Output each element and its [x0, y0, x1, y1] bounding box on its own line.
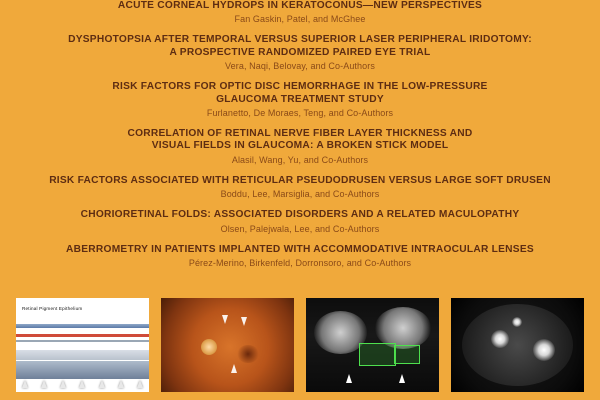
- up-arrow-icon: [41, 380, 47, 388]
- measurement-box: [359, 343, 396, 366]
- up-arrow-icon: [99, 380, 105, 388]
- toc-entry[interactable]: [28, 0, 572, 25]
- fluorescein-angiogram-image: [451, 298, 584, 392]
- toc-entry-authors: Alasil, Wang, Yu, and Co-Authors: [231, 154, 369, 165]
- toc-entry-authors: Fan Gaskin, Patel, and McGhee: [234, 14, 366, 25]
- toc-entry-authors: Furlanetto, De Moraes, Teng, and Co-Authors: [206, 108, 394, 119]
- up-arrow-icon: [399, 374, 405, 383]
- toc-entry[interactable]: [28, 128, 572, 166]
- toc-entry-title: CORRELATION OF RETINAL NERVE FIBER LAYER THICKNESS AND VISUAL FIELDS IN GLAUCOMA: A BROKEN STICK MODEL: [127, 128, 473, 152]
- up-arrow-icon: [231, 364, 237, 373]
- up-arrow-icon: [60, 380, 66, 388]
- macula: [237, 345, 259, 363]
- toc-entry[interactable]: [28, 81, 572, 119]
- fundus-photograph-image: [161, 298, 294, 392]
- toc-entry-title: DYSPHOTOPSIA AFTER TEMPORAL VERSUS SUPERIOR LASER PERIPHERAL IRIDOTOMY: A PROSPECTIVE RANDOMIZED PAIRED EYE TRIAL: [68, 34, 532, 58]
- hyperfluorescent-spot: [512, 317, 522, 327]
- toc-entry-authors: Vera, Naqi, Belovay, and Co-Authors: [225, 61, 375, 72]
- up-arrow-icon: [22, 380, 28, 388]
- up-arrow-icon: [346, 374, 352, 383]
- down-arrow-icon: [222, 315, 228, 324]
- toc-entry[interactable]: [28, 244, 572, 269]
- toc-entry[interactable]: [28, 209, 572, 234]
- figure-strip: [0, 298, 600, 400]
- toc-entry-authors: Olsen, Palejwala, Lee, and Co-Authors: [220, 223, 380, 234]
- down-arrow-icon: [241, 317, 247, 326]
- up-arrow-icon: [137, 380, 143, 388]
- toc-entry-title: RISK FACTORS FOR OPTIC DISC HEMORRHAGE IN THE LOW-PRESSURE GLAUCOMA TREATMENT STUDY: [112, 81, 488, 105]
- measurement-box: [394, 345, 420, 364]
- toc-entry-authors: Pérez-Merino, Birkenfeld, Dorronsoro, and Co-Authors: [188, 258, 412, 269]
- toc-entry-title: RISK FACTORS ASSOCIATED WITH RETICULAR PSEUDODRUSEN VERSUS LARGE SOFT DRUSEN: [49, 174, 551, 186]
- toc-entry-title: ABERROMETRY IN PATIENTS IMPLANTED WITH ACCOMMODATIVE INTRAOCULAR LENSES: [66, 243, 534, 255]
- toc-entry[interactable]: [28, 175, 572, 200]
- up-arrow-icon: [79, 380, 85, 388]
- up-arrow-icon: [118, 380, 124, 388]
- toc-entry-title: CHORIORETINAL FOLDS: ASSOCIATED DISORDERS AND A RELATED MACULOPATHY: [80, 209, 520, 221]
- toc-entry-title: ACUTE CORNEAL HYDROPS IN KERATOCONUS—NEW PERSPECTIVES: [117, 0, 483, 11]
- oct-label: Retinal Pigment Epithelium: [22, 306, 83, 311]
- optic-disc: [201, 339, 217, 355]
- oct-cross-section-image: [306, 298, 439, 392]
- oct-retinal-pigment-epithelium-image: [16, 298, 149, 392]
- hyperfluorescent-spot: [491, 330, 509, 348]
- oct-arrow-row: [22, 380, 143, 388]
- toc-entry-authors: Boddu, Lee, Marsiglia, and Co-Authors: [220, 189, 380, 200]
- toc-entry[interactable]: [28, 34, 572, 72]
